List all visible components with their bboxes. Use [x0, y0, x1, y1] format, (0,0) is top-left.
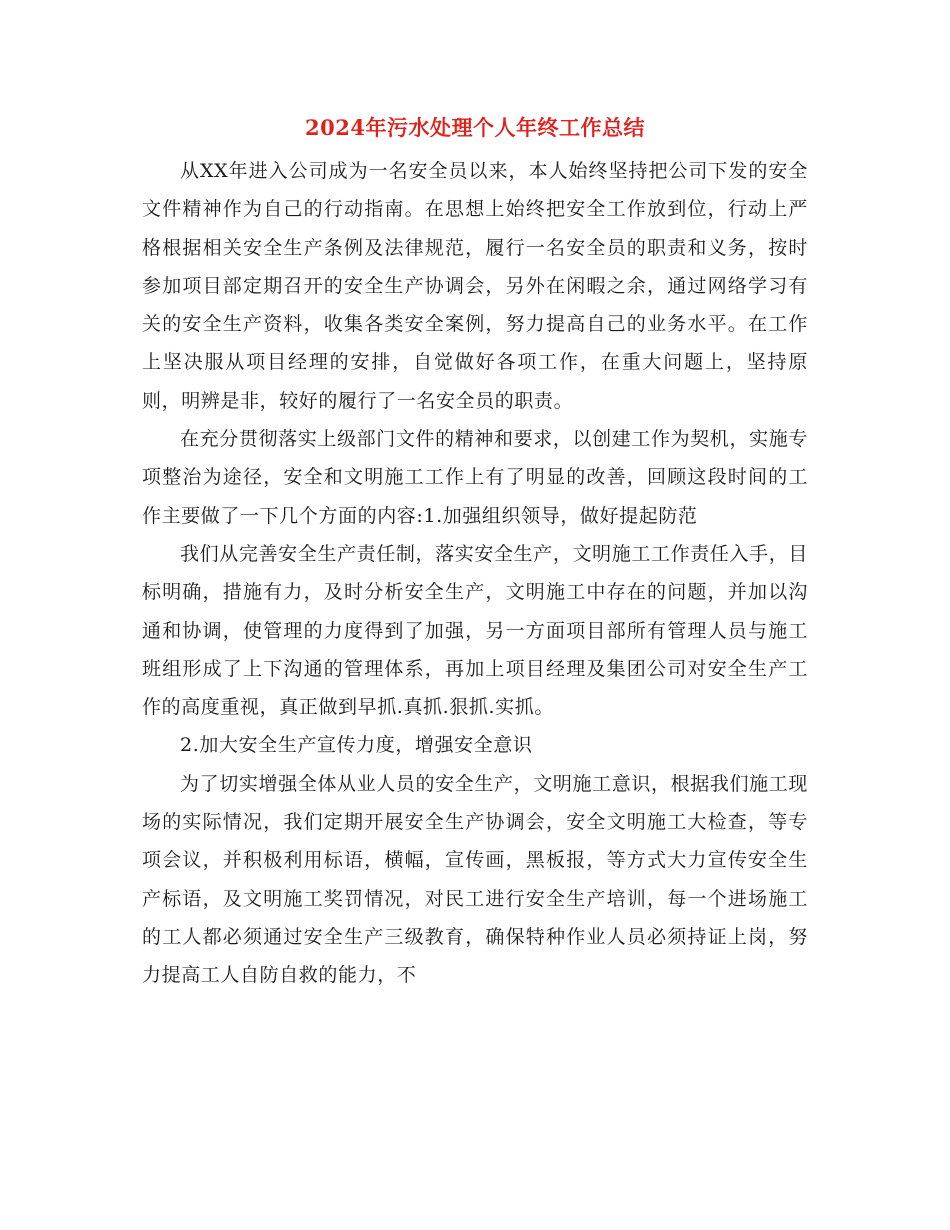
- paragraph-1: 从XX年进入公司成为一名安全员以来，本人始终坚持把公司下发的安全文件精神作为自己的行动指南。在思想上始终把安全工作放到位，行动上严格根据相关安全生产条例及法律规范，履行一名安全员的职责和义务，按时参加项目部定期召开的安全生产协调会，另外在闲暇之余，通过网络学习有关的安全生产资料，收集各类安全案例，努力提高自己的业务水平。在工作上坚决服从项目经理的安排，自觉做好各项工作，在重大问题上，坚持原则，明辨是非，较好的履行了一名安全员的职责。: [142, 160, 808, 412]
- paragraph-2: 在充分贯彻落实上级部门文件的精神和要求，以创建工作为契机，实施专项整治为途径，安全和文明施工工作上有了明显的改善，回顾这段时间的工作主要做了一下几个方面的内容:1.加强组织领导，做好提起防范: [142, 428, 808, 527]
- paragraph-3: 我们从完善安全生产责任制，落实安全生产，文明施工工作责任入手，目标明确，措施有力，及时分析安全生产，文明施工中存在的问题，并加以沟通和协调，使管理的力度得到了加强，另一方面项目部所有管理人员与施工班组形成了上下沟通的管理体系，再加上项目经理及集团公司对安全生产工作的高度重视，真正做到早抓.真抓.狠抓.实抓。: [142, 542, 808, 719]
- document-page: [142, 108, 808, 995]
- document-title: 2024年污水处理个人年终工作总结: [305, 115, 645, 140]
- paragraph-5: 为了切实增强全体从业人员的安全生产，文明施工意识，根据我们施工现场的实际情况，我们定期开展安全生产协调会，安全文明施工大检查，等专项会议，并积极利用标语，横幅，宣传画，黑板报，等方式大力宣传安全生产标语，及文明施工奖罚情况，对民工进行安全生产培训，每一个进场施工的工人都必须通过安全生产三级教育，确保特种作业人员必须持证上岗，努力提高工人自防自救的能力，不: [142, 772, 808, 987]
- paragraph-4-heading: 2.加大安全生产宣传力度，增强安全意识: [180, 734, 533, 757]
